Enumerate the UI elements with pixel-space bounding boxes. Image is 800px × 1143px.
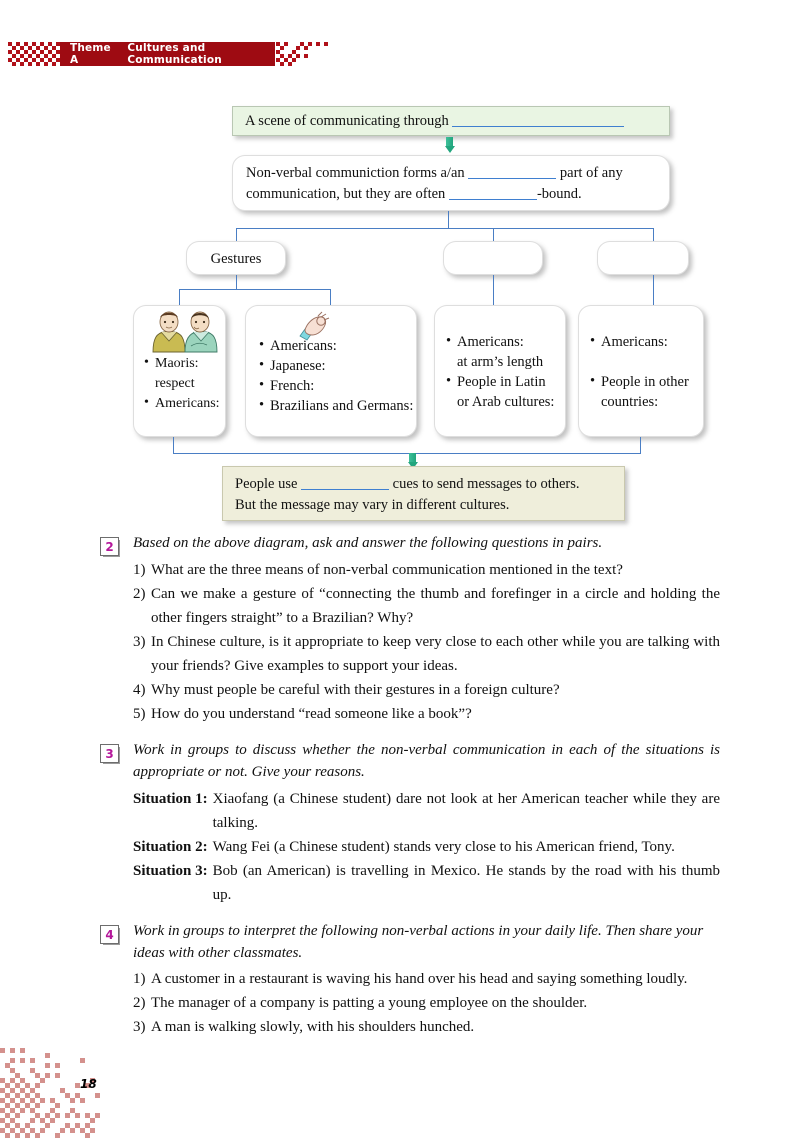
list-item xyxy=(133,859,720,907)
mid-box-1-label: Gestures xyxy=(210,251,262,267)
situation-label: Situation 1: xyxy=(133,791,208,807)
connector-mid1-split xyxy=(179,289,331,290)
list-item: • People in other xyxy=(590,372,703,392)
list-item: or Arab cultures: xyxy=(457,394,555,410)
question-text: A customer in a restaurant is waving his hand over his head and saying something loudly. xyxy=(151,971,688,987)
exercise-section xyxy=(0,533,800,1041)
exercise-3-situations xyxy=(0,787,800,907)
diagram-second-box xyxy=(232,155,670,211)
two-men-talking-illustration xyxy=(141,308,221,354)
summary-line1-after: cues to send messages to others. xyxy=(392,476,580,492)
question-text: A man is walking slowly, with his shoulders hunched. xyxy=(151,1019,475,1035)
exercise-3-instruction: Work in groups to discuss whether the non-verbal communication in each of the situations is appropriate or not. Give your reasons. xyxy=(133,742,720,780)
question-text: What are the three means of non-verbal communication mentioned in the text? xyxy=(151,562,623,578)
leaf-box-2-list xyxy=(259,336,416,416)
question-number: 3) xyxy=(133,1019,146,1035)
situation-text: Bob (an American) is travelling in Mexico. He stands by the road with his thumb up. xyxy=(212,863,720,903)
page-footer xyxy=(0,1048,800,1138)
top-box-blank[interactable] xyxy=(452,112,624,127)
connector-second-to-bus xyxy=(448,211,449,229)
leaf-box-4-list xyxy=(590,332,703,412)
diagram-top-box xyxy=(232,106,670,136)
list-item: • Americans: xyxy=(446,332,565,352)
theme-title: Cultures and Communication xyxy=(127,42,222,66)
second-box-line1-before: Non-verbal communiction forms a/an xyxy=(246,165,465,181)
exercise-4-questions xyxy=(0,967,800,1039)
connector-mid1-down xyxy=(236,275,237,290)
question-number: 1) xyxy=(133,562,146,578)
list-item: countries: xyxy=(601,394,659,410)
situation-text: Wang Fei (a Chinese student) stands very close to his American friend, Tony. xyxy=(212,839,675,855)
question-number: 2) xyxy=(133,586,146,602)
list-item xyxy=(133,702,720,726)
connector-leaf1-down xyxy=(173,437,174,454)
top-box-text: A scene of communicating through xyxy=(245,113,449,129)
list-item: • Brazilians and Germans: xyxy=(259,396,416,416)
question-text: In Chinese culture, is it appropriate to keep very close to each other while you are talking with your friends? Give examples to support your ideas. xyxy=(151,634,720,674)
diagram-leaf-box-3 xyxy=(434,305,566,437)
list-item: • French: xyxy=(259,376,416,396)
connector-mid3-to-leaf4 xyxy=(653,275,654,306)
footer-checker-pattern xyxy=(0,1048,200,1138)
non-verbal-communication-diagram xyxy=(0,0,800,540)
list-item xyxy=(133,582,720,630)
second-box-line2-after: -bound. xyxy=(536,186,582,202)
list-item xyxy=(133,991,720,1015)
question-number: 3) xyxy=(133,634,146,650)
list-item xyxy=(133,630,720,678)
exercise-2-questions xyxy=(0,558,800,726)
list-item: • Americans: xyxy=(144,394,225,414)
summary-line1-before: People use xyxy=(235,476,298,492)
list-item xyxy=(133,787,720,835)
connector-leaf4-down xyxy=(640,437,641,454)
summary-blank[interactable] xyxy=(301,475,389,490)
list-item: • Maoris: xyxy=(144,354,225,374)
second-box-line2-before: communication, but they are often xyxy=(246,186,446,202)
list-item xyxy=(133,835,720,859)
page-number: 18 xyxy=(80,1077,97,1091)
exercise-3-number: 3 xyxy=(100,744,119,763)
situation-text: Xiaofang (a Chinese student) dare not look at her American teacher while they are talking. xyxy=(212,791,720,831)
leaf-box-3-list xyxy=(446,332,565,412)
list-item: • Japanese: xyxy=(259,356,416,376)
leaf-box-1-list xyxy=(144,354,225,414)
list-item xyxy=(133,1015,720,1039)
exercise-2-number: 2 xyxy=(100,537,119,556)
question-text: Why must people be careful with their gestures in a foreign culture? xyxy=(151,682,560,698)
connector-mid2-to-leaf3 xyxy=(493,275,494,306)
mid-box-2-label xyxy=(444,242,542,249)
question-number: 1) xyxy=(133,971,146,987)
connector-bus-mid xyxy=(236,228,654,229)
diagram-leaf-box-4 xyxy=(578,305,704,437)
list-item: respect xyxy=(155,376,195,391)
diagram-summary-box xyxy=(222,466,625,521)
list-item: • People in Latin xyxy=(446,372,565,392)
situation-label: Situation 2: xyxy=(133,839,208,855)
question-text: How do you understand “read someone like a book”? xyxy=(151,706,472,722)
list-item xyxy=(133,678,720,702)
diagram-mid-box-3 xyxy=(597,241,689,275)
list-item: • Americans: xyxy=(590,332,703,352)
question-number: 5) xyxy=(133,706,146,722)
list-item xyxy=(133,967,720,991)
second-box-blank-2[interactable] xyxy=(449,185,537,200)
question-text: The manager of a company is patting a young employee on the shoulder. xyxy=(151,995,588,1011)
exercise-2-instruction: Based on the above diagram, ask and answer the following questions in pairs. xyxy=(133,535,603,551)
exercise-4 xyxy=(0,921,800,1039)
diagram-leaf-box-2 xyxy=(245,305,417,437)
mid-box-3-label xyxy=(598,242,688,249)
diagram-leaf-box-1 xyxy=(133,305,226,437)
exercise-4-number: 4 xyxy=(100,925,119,944)
question-number: 2) xyxy=(133,995,146,1011)
diagram-mid-box-1 xyxy=(186,241,286,275)
situation-label: Situation 3: xyxy=(133,863,208,879)
exercise-3 xyxy=(0,740,800,907)
connector-mid1-to-leaf2 xyxy=(330,289,331,306)
exercise-4-instruction: Work in groups to interpret the following non-verbal actions in your daily life. Then share your ideas with other classmates. xyxy=(133,923,704,961)
theme-label: Theme A xyxy=(70,42,111,66)
second-box-line1-after: part of any xyxy=(559,165,623,181)
list-item xyxy=(133,558,720,582)
second-box-blank-1[interactable] xyxy=(468,164,556,179)
exercise-2 xyxy=(0,533,800,726)
list-item: at arm’s length xyxy=(457,354,544,370)
list-item: • Americans: xyxy=(259,336,416,356)
question-text: Can we make a gesture of “connecting the thumb and forefinger in a circle and holding the other fingers straight” to a Brazilian? Why? xyxy=(151,586,720,626)
arrow-top-to-second xyxy=(444,137,455,153)
connector-mid1-to-leaf1 xyxy=(179,289,180,306)
summary-line2: But the message may vary in different cultures. xyxy=(235,497,510,513)
diagram-mid-box-2 xyxy=(443,241,543,275)
list-item xyxy=(590,352,703,372)
question-number: 4) xyxy=(133,682,146,698)
